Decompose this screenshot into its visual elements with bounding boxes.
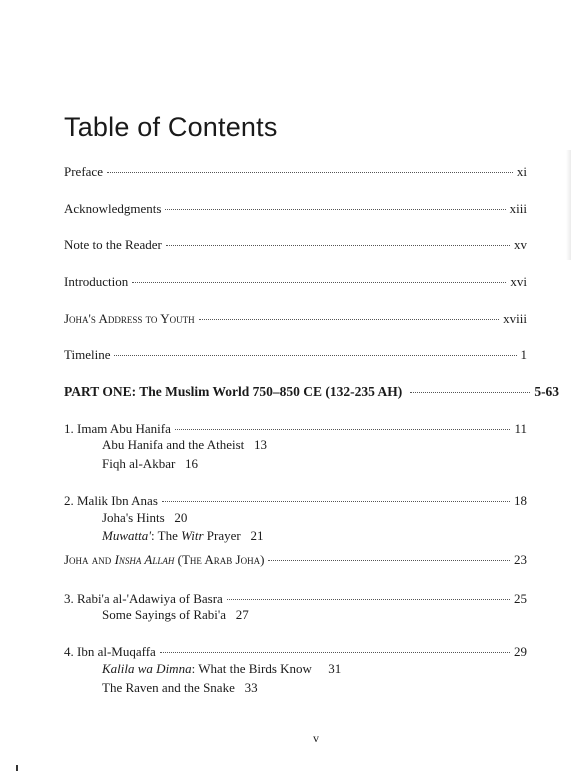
subentry-label: Abu Hanifa and the Atheist [102,437,245,452]
subentry-label: Prayer [203,528,241,543]
dot-leader [268,560,510,561]
toc-subentry[interactable] [102,528,263,544]
dot-leader [160,652,510,653]
entry-label: Joha's Address to Youth [64,311,195,326]
dot-leader [132,282,506,283]
toc-chapter-2[interactable] [64,493,527,509]
scan-mark [16,765,18,771]
chapter-label: 3. Rabi'a al-'Adawiya of Basra [64,591,223,606]
toc-subentry[interactable] [102,510,187,526]
subentry-label: The Raven and the Snake [102,680,235,695]
entry-page: 23 [514,552,527,567]
chapter-label: 2. Malik Ibn Anas [64,493,158,508]
subentry-label: Fiqh al-Akbar [102,456,176,471]
page-number: v [313,731,319,745]
entry-page: xv [514,237,527,252]
entry-page: xviii [503,311,527,326]
toc-entry-timeline[interactable] [64,347,527,363]
dot-leader [175,429,511,430]
entry-label: Preface [64,164,103,179]
toc-subentry[interactable] [102,437,267,453]
subentry-label: : What the Birds Know [191,661,312,676]
chapter-page: 11 [514,421,527,436]
entry-page: xiii [509,201,527,216]
toc-subentry[interactable] [102,607,249,623]
entry-page: xvi [510,274,527,289]
chapter-page: 25 [514,591,527,606]
chapter-page: 29 [514,644,527,659]
subentry-label: Some Sayings of Rabi'a [102,607,227,622]
entry-page: 1 [520,347,527,362]
subentry-label: : The [151,528,182,543]
dot-leader [162,501,510,502]
toc-entry-johas-address[interactable] [64,311,527,327]
dot-leader [227,599,510,600]
subentry-label-italic: Kalila wa Dimna [102,661,192,676]
entry-label: Note to the Reader [64,237,162,252]
page-title: Table of Contents [64,112,278,142]
entry-label: Introduction [64,274,129,289]
subentry-label-italic: Muwatta' [102,528,152,543]
subentry-label-italic: Witr [181,528,204,543]
toc-entry-preface[interactable] [64,164,527,180]
toc-chapter-1[interactable] [64,421,527,437]
toc-entry-note-to-reader[interactable] [64,237,527,253]
toc-entry-acknowledgments[interactable] [64,201,527,217]
chapter-label: 4. Ibn al-Muqaffa [64,644,156,659]
dot-leader [166,245,510,246]
part-page-range: 5-63 [534,384,560,399]
subentry-page: 31 [328,661,342,676]
subentry-page: 16 [185,456,199,471]
toc-entry-joha-insha-allah[interactable] [64,552,527,568]
subentry-page: 13 [254,437,267,452]
dot-leader [107,172,513,173]
chapter-label: 1. Imam Abu Hanifa [64,421,171,436]
toc-entry-introduction[interactable] [64,274,527,290]
toc-subentry[interactable] [102,456,198,472]
subentry-label: Joha's Hints [102,510,165,525]
subentry-page: 21 [250,528,264,543]
toc-subentry[interactable] [102,661,341,677]
subentry-page: 20 [174,510,188,525]
toc-subentry[interactable] [102,680,258,696]
dot-leader [114,355,516,356]
entry-page: xi [516,164,527,179]
entry-label: Acknowledgments [64,201,162,216]
page-edge-shadow [566,150,571,260]
toc-chapter-4[interactable] [64,644,527,660]
dot-leader [199,319,500,320]
toc-part-one[interactable] [64,384,560,400]
dot-leader [410,392,530,393]
dot-leader [165,209,505,210]
entry-label: Joha and Insha Allah (The Arab Joha) [64,552,265,567]
part-label: PART ONE: The Muslim World 750–850 CE (132-235 AH) [64,384,403,399]
chapter-page: 18 [514,493,527,508]
subentry-page: 27 [235,607,249,622]
entry-label: Timeline [64,347,111,362]
subentry-page: 33 [244,680,258,695]
toc-chapter-3[interactable] [64,591,527,607]
